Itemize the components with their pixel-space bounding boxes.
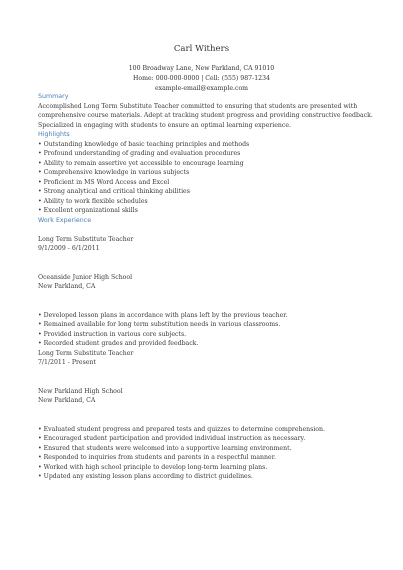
email: example-email@example.com [154,85,249,92]
contact-block [0,64,403,94]
highlight-item: • Ability to work flexible schedules [38,197,378,207]
experience-heading: Work Experience [38,216,92,224]
summary-heading: Summary [38,93,69,100]
job-entry [38,349,378,482]
duty-item: • Encouraged student participation and provided individual instruction as necessary. [38,434,378,444]
job-location: New Parkland, CA [38,397,96,404]
duty-item: • Provided instruction in various core subjects. [38,330,378,340]
duty-item: • Updated any existing lesson plans according to district guidelines. [38,472,378,482]
duty-item: • Ensured that students were welcomed into a supportive learning environment. [38,444,378,454]
job-duties [38,311,378,349]
job-dates: 7/1/2011 - Present [38,359,96,366]
job-entry [38,225,378,349]
highlight-item: • Ability to remain assertive yet accessible to encourage learning [38,159,378,169]
highlight-item: • Strong analytical and critical thinking abilities [38,187,378,197]
duty-item: • Worked with high school principle to develop long-term learning plans. [38,463,378,473]
highlights-list [38,140,378,216]
highlight-item: • Proficient in MS Word Access and Excel [38,178,378,188]
highlights-heading: Highlights [38,131,70,138]
job-location: New Parkland, CA [38,283,96,290]
duty-item: • Recorded student grades and provided feedback. [38,339,378,349]
highlight-item: • Profound understanding of grading and evaluation procedures [38,149,378,159]
job-title: Long Term Substitute Teacher [38,349,134,357]
candidate-name: Carl Withers [173,44,230,54]
job-employer: New Parkland High School [38,387,123,395]
phone-numbers: Home: 000-000-0000 | Cell: (555) 987-1234 [133,75,270,82]
job-employer: Oceanside Junior High School [38,273,133,281]
job-dates: 9/1/2009 - 6/1/2011 [38,245,100,252]
job-title: Long Term Substitute Teacher [38,235,134,243]
duty-item: • Responded to inquiries from students and parents in a respectful manner. [38,453,378,463]
highlight-item: • Comprehensive knowledge in various subjects [38,168,378,178]
resume-body [38,92,378,482]
summary-text: Accomplished Long Term Substitute Teacher committed to ensuring that students are presented with comprehensive course materials. Adept at tracking student progress and providing constructive feedback. Specialized in engaging with students to ensure an optimal learning experience. [38,102,373,129]
job-duties [38,425,378,482]
duty-item: • Remained available for long term substitution needs in various classrooms. [38,320,378,330]
duty-item: • Evaluated student progress and prepared tests and quizzes to determine comprehension. [38,425,378,435]
address: 100 Broadway Lane, New Parkland, CA 91010 [128,65,275,72]
highlight-item: • Excellent organizational skills [38,206,378,216]
highlight-item: • Outstanding knowledge of basic teaching principles and methods [38,140,378,150]
duty-item: • Developed lesson plans in accordance with plans left by the previous teacher. [38,311,378,321]
